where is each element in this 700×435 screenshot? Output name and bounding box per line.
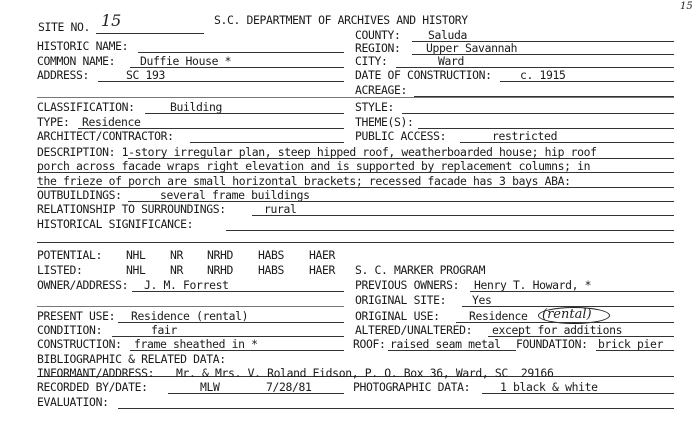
roof-line xyxy=(388,350,516,351)
bibliographic-label: BIBLIOGRAPHIC & RELATED DATA: xyxy=(37,352,226,366)
listed-label: LISTED: xyxy=(37,263,83,277)
region-value: Upper Savannah xyxy=(426,41,518,55)
section-divider-2 xyxy=(37,306,344,307)
previous-owners-line xyxy=(470,291,674,292)
recorded-line xyxy=(168,393,344,394)
foundation-label: FOUNDATION: xyxy=(516,337,588,351)
present-use-label: PRESENT USE: xyxy=(37,309,116,323)
historic-name-label: HISTORIC NAME: xyxy=(37,39,129,53)
significance-rule-1 xyxy=(226,230,674,231)
relationship-line xyxy=(252,215,674,216)
type-value: Residence xyxy=(82,115,141,129)
evaluation-line xyxy=(118,408,674,409)
listed-haer: HAER xyxy=(309,263,336,277)
description-line-1: DESCRIPTION: 1-story irregular plan, steep hipped roof, weatherboarded house; hip roof xyxy=(37,145,597,159)
classification-label: CLASSIFICATION: xyxy=(37,100,135,114)
roof-value: raised seam metal xyxy=(390,337,501,351)
condition-value: fair xyxy=(151,323,178,337)
potential-nhl: NHL xyxy=(126,248,146,262)
site-number-handwritten: 15 xyxy=(101,11,122,30)
architect-label: ARCHITECT/CONTRACTOR: xyxy=(37,129,174,143)
historical-significance-label: HISTORICAL SIGNIFICANCE: xyxy=(37,217,194,231)
county-label: COUNTY: xyxy=(355,28,401,42)
original-use-value: Residence xyxy=(469,309,528,323)
public-access-value: restricted xyxy=(492,129,558,143)
previous-owners-label: PREVIOUS OWNERS: xyxy=(355,278,460,292)
recorded-by-label: RECORDED BY/DATE: xyxy=(37,380,148,394)
classification-line xyxy=(145,113,344,114)
recorded-by-value: MLW xyxy=(200,380,220,394)
potential-label: POTENTIAL: xyxy=(37,248,103,262)
description-rule-2 xyxy=(37,172,674,173)
potential-haer: HAER xyxy=(309,248,336,262)
style-label: STYLE: xyxy=(355,100,395,114)
roof-label: ROOF: xyxy=(353,337,386,351)
historic-name-line xyxy=(138,52,344,53)
significance-rule-2 xyxy=(37,242,674,243)
themes-label: THEME(S): xyxy=(355,115,414,129)
marker-program-label: S. C. MARKER PROGRAM xyxy=(355,263,486,277)
date-of-construction-label: DATE OF CONSTRUCTION: xyxy=(355,68,492,82)
construction-value: frame sheathed in * xyxy=(134,337,258,351)
foundation-line xyxy=(596,350,674,351)
type-label: TYPE: xyxy=(37,115,70,129)
altered-label: ALTERED/UNALTERED: xyxy=(355,323,473,337)
photographic-line xyxy=(482,393,674,394)
description-rule-3 xyxy=(37,187,674,188)
owner-address-value: J. M. Forrest xyxy=(144,278,229,292)
public-access-line xyxy=(460,142,674,143)
description-line-2: porch across facade wraps right elevation and is supported by replacement columns; in xyxy=(37,159,591,173)
condition-label: CONDITION: xyxy=(37,323,103,337)
listed-nhl: NHL xyxy=(126,263,146,277)
site-number-label: SITE NO. xyxy=(38,20,91,34)
outbuildings-label: OUTBUILDINGS: xyxy=(37,188,122,202)
site-number-line xyxy=(96,33,204,34)
owner-address-line xyxy=(132,291,344,292)
address-value: SC 193 xyxy=(126,68,166,82)
section-divider-1 xyxy=(37,97,674,98)
address-label: ADDRESS: xyxy=(37,68,90,82)
previous-owners-value: Henry T. Howard, * xyxy=(474,278,592,292)
recorded-date-value: 7/28/81 xyxy=(266,380,312,394)
owner-address-label: OWNER/ADDRESS: xyxy=(37,278,129,292)
classification-value: Building xyxy=(170,100,223,114)
city-label: CITY: xyxy=(355,54,388,68)
potential-habs: HABS xyxy=(258,248,285,262)
listed-nrhd: NRHD xyxy=(207,263,234,277)
public-access-label: PUBLIC ACCESS: xyxy=(355,129,447,143)
city-value: Ward xyxy=(438,54,465,68)
region-label: REGION: xyxy=(355,41,401,55)
present-use-value: Residence (rental) xyxy=(131,309,249,323)
common-name-value: Duffie House * xyxy=(140,54,232,68)
county-value: Saluda xyxy=(428,28,468,42)
potential-nr: NR xyxy=(170,248,184,262)
potential-nrhd: NRHD xyxy=(207,248,234,262)
informant-value: Mr. & Mrs. V. Roland Eidson, P. O. Box 36, Ward, SC 29166 xyxy=(176,366,554,380)
outbuildings-value: several frame buildings xyxy=(160,188,310,202)
date-of-construction-value: c. 1915 xyxy=(520,68,566,82)
informant-label: INFORMANT/ADDRESS: xyxy=(37,366,155,380)
description-line-3: the frieze of porch are small horizontal brackets; recessed facade has 3 bays ABA: xyxy=(37,174,571,188)
style-line xyxy=(402,113,674,114)
listed-habs: HABS xyxy=(258,263,285,277)
original-use-handwritten: (rental) xyxy=(542,307,592,322)
relationship-value: rural xyxy=(264,202,297,216)
address-line xyxy=(98,81,344,82)
listed-nr: NR xyxy=(170,263,184,277)
original-site-label: ORIGINAL SITE: xyxy=(355,293,447,307)
evaluation-label: EVALUATION: xyxy=(37,395,109,409)
architect-line xyxy=(190,142,344,143)
foundation-value: brick pier xyxy=(598,337,664,351)
photographic-data-value: 1 black & white xyxy=(500,380,598,394)
page-number: 15 xyxy=(680,1,693,12)
date-line xyxy=(500,81,674,82)
relationship-label: RELATIONSHIP TO SURROUNDINGS: xyxy=(37,202,226,216)
altered-value: except for additions xyxy=(492,323,623,337)
agency-title: S.C. DEPARTMENT OF ARCHIVES AND HISTORY xyxy=(214,13,468,27)
photographic-data-label: PHOTOGRAPHIC DATA: xyxy=(353,380,471,394)
construction-label: CONSTRUCTION: xyxy=(37,337,122,351)
acreage-label: ACREAGE: xyxy=(355,83,408,97)
construction-line xyxy=(130,350,344,351)
original-site-value: Yes xyxy=(472,293,492,307)
common-name-label: COMMON NAME: xyxy=(37,54,116,68)
original-use-label: ORIGINAL USE: xyxy=(355,309,440,323)
